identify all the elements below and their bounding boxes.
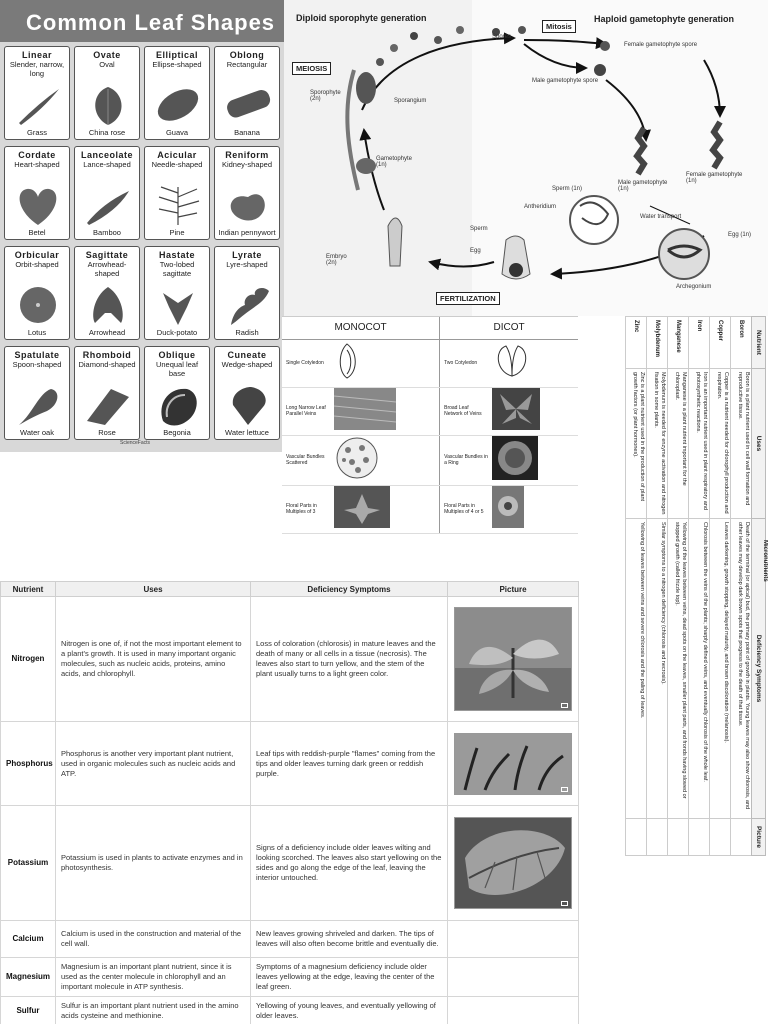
rotated-nutrient-picture — [710, 819, 731, 856]
archegonium-label: Archegonium — [676, 284, 712, 290]
single-cotyledon-icon — [334, 342, 360, 380]
two-cotyledons-icon — [492, 342, 532, 380]
rotated-nutrient-name: Copper — [710, 317, 731, 369]
rotated-table-row — [668, 317, 689, 856]
leaf-description: Oval — [99, 60, 115, 69]
orbicular-leaf-icon — [13, 283, 63, 327]
dicot-header: DICOT — [440, 317, 578, 339]
spores-label: Spores — [492, 34, 512, 40]
table-row — [1, 722, 579, 806]
dicot-cell — [440, 485, 578, 533]
table-row — [1, 806, 579, 921]
rotated-nutrient-symptoms: Chlorosis between the veins of the plants; sharply defined veins, and eventually chlorosis of the whole leaf. — [689, 519, 710, 819]
leaf-card-rhomboid — [74, 346, 140, 440]
haploid-heading: Haploid gametophyte generation — [594, 14, 735, 24]
water-transport-label: Water transport — [640, 214, 682, 220]
dicot-cell — [440, 435, 578, 485]
leaf-name: Oblique — [158, 350, 196, 360]
rotated-nutrient-uses: Zinc is a plant nutrient used in the production of plant growth factors (or plant hormones). — [626, 369, 647, 519]
header-deficiency-symptoms: Deficiency Symptoms — [251, 582, 448, 597]
leaf-name: Linear — [21, 50, 52, 60]
leaf-card-spatulate — [4, 346, 70, 440]
monocot-trait: Vascular Bundles Scattered — [286, 454, 325, 466]
scattered-bundles-icon — [334, 436, 380, 480]
monocot-dicot-body — [282, 339, 578, 533]
leaf-card-linear — [4, 46, 70, 140]
leaf-example: Pine — [169, 228, 185, 237]
leaf-name: Rhomboid — [82, 350, 132, 360]
rhomboid-leaf-icon — [83, 383, 133, 427]
leaf-card-sagittate — [74, 246, 140, 340]
acicular-leaf-icon — [153, 183, 203, 227]
rotated-header-picture: Picture — [752, 819, 766, 856]
plant-life-cycle-diagram — [284, 0, 768, 316]
leaf-description: Heart-shaped — [14, 160, 60, 169]
male-gametophyte-label: Male gametophyte (1n) — [618, 180, 668, 192]
rotated-nutrient-uses: Iron is an important nutrient used in plant respiratory and photosynthetic reactions. — [689, 369, 710, 519]
rotated-nutrient-name: Iron — [689, 317, 710, 369]
ring-bundles-photo — [492, 436, 538, 480]
leaf-name: Oblong — [229, 50, 265, 60]
rotated-nutrient-picture — [647, 819, 668, 856]
dicot-cell — [440, 387, 578, 435]
nutrient-uses: Sulfur is an important plant nutrient used in the amino acids cysteine and methionine. — [56, 997, 251, 1024]
leaf-description: Lance-shaped — [83, 160, 131, 169]
leaf-card-elliptical — [144, 46, 210, 140]
rotated-nutrient-symptoms: Death of the terminal (or apical) bud, the primary point of growth in plants. Young leaves may also show chlorosis, and other leaves may develop dark brown spots that progress to the death of that tissue. — [731, 519, 752, 819]
network-veins-photo — [492, 388, 540, 430]
rotated-nutrient-picture — [731, 819, 752, 856]
nutrient-symptoms: Yellowing of young leaves, and eventually yellowing of older leaves. — [251, 997, 448, 1024]
dicot-flower-photo — [492, 486, 524, 528]
leaf-example: Bamboo — [93, 228, 121, 237]
sagittate-leaf-icon — [83, 283, 133, 327]
dicot-trait: Two Cotyledon — [444, 360, 478, 366]
nutrient-uses: Nitrogen is one of, if not the most important element to a plant's growth. It is used in many important organic molecules, such as nucleic acids, proteins, amino acids, and chlorophyll. — [56, 597, 251, 722]
monocot-trait: Floral Parts in Multiples of 3 — [286, 503, 317, 515]
macronutrient-table-header — [1, 582, 579, 597]
cuneate-leaf-icon — [223, 383, 273, 427]
table-row — [1, 921, 579, 958]
nutrient-picture — [448, 722, 579, 806]
leaf-description: Rectangular — [226, 60, 268, 69]
image-icon — [561, 787, 568, 792]
nutrient-picture — [448, 921, 579, 958]
hastate-leaf-icon — [153, 283, 203, 327]
table-row — [1, 597, 579, 722]
leaf-description: Slender, narrow, long — [9, 60, 65, 78]
monocot-cell — [282, 387, 440, 435]
antheridium-label: Antheridium — [524, 204, 557, 210]
nutrient-picture — [448, 997, 579, 1024]
leaf-description: Orbit-shaped — [15, 260, 59, 269]
leaf-description: Ellipse-shaped — [152, 60, 202, 69]
rotated-nutrient-uses: Manganese is a plant nutrient important for the chloroplast. — [668, 369, 689, 519]
leaf-card-lanceolate — [74, 146, 140, 240]
table-row — [1, 958, 579, 997]
leaf-card-acicular — [144, 146, 210, 240]
rotated-header-uses: Uses — [752, 369, 766, 519]
monocot-flower-photo — [334, 486, 390, 528]
dicot-trait: Vascular Bundles in a Ring — [444, 454, 488, 466]
rotated-table-row — [710, 317, 731, 856]
rotated-table-row — [647, 317, 668, 856]
rotated-cut-heading-clip — [762, 540, 768, 620]
nutrient-uses: Phosphorus is another very important plant nutrient, used in organic molecules such as nucleic acids and ATP. — [56, 722, 251, 806]
leaf-name: Cordate — [18, 150, 56, 160]
leaf-description: Needle-shaped — [151, 160, 203, 169]
leaf-card-reniform — [214, 146, 280, 240]
leaf-example: Grass — [26, 128, 47, 137]
leaf-name: Lanceolate — [80, 150, 134, 160]
leaf-example: Water lettuce — [225, 428, 269, 437]
nutrient-name: Magnesium — [1, 958, 56, 997]
monocot-dicot-row — [282, 485, 578, 533]
leaf-description: Lyre-shaped — [226, 260, 268, 269]
leaf-name: Cuneate — [227, 350, 267, 360]
nutrient-name: Phosphorus — [1, 722, 56, 806]
female-gametophyte-label: Female gametophyte (1n) — [686, 172, 743, 184]
rotated-table-row — [689, 317, 710, 856]
nutrient-name: Calcium — [1, 921, 56, 958]
leaf-card-oblong — [214, 46, 280, 140]
header-nutrient: Nutrient — [1, 582, 56, 597]
leaf-example: Begonia — [163, 428, 191, 437]
nutrient-symptoms: Loss of coloration (chlorosis) in mature leaves and the death of many or all cells in a tissue (necrosis). The leaves also start to turn yellow, and the stem of the plant usually turns to a light green color. — [251, 597, 448, 722]
monocot-cell — [282, 435, 440, 485]
rotated-nutrient-uses: Boron is a plant nutrient used in cell wall formation and reproductive tissue. — [731, 369, 752, 519]
leaf-example: Duck-potato — [156, 328, 198, 337]
sperm-1n-label: Sperm (1n) — [552, 186, 583, 192]
nutrient-name: Nitrogen — [1, 597, 56, 722]
nutrient-symptoms: Signs of a deficiency include older leaves wilting and looking scorched. The leaves also start yellowing on the sides and go along the edge of the leaf, leaving the interior untouched. — [251, 806, 448, 921]
image-icon — [561, 901, 568, 906]
lyrate-leaf-icon — [223, 283, 273, 327]
nutrient-symptoms: Symptoms of a magnesium deficiency include older leaves yellowing at the edge, leaving the center of the leaf green. — [251, 958, 448, 997]
nutrient-uses: Calcium is used in the construction and material of the cell wall. — [56, 921, 251, 958]
dicot-trait: Floral Parts in Multiples of 4 or 5 — [444, 503, 484, 515]
leaf-credit: ScienceFacts — [120, 440, 151, 446]
rotated-nutrient-picture — [668, 819, 689, 856]
leaf-name: Sagittate — [85, 250, 129, 260]
leaf-example: China rose — [88, 128, 126, 137]
male-spore-label: Male gametophyte spore — [532, 78, 599, 84]
leaf-name: Reniform — [225, 150, 269, 160]
leaf-shapes-panel — [0, 0, 284, 452]
leaf-description: Spoon-shaped — [12, 360, 62, 369]
linear-leaf-icon — [13, 83, 63, 127]
leaf-name: Hastate — [158, 250, 195, 260]
rotated-nutrient-symptoms: Yellowing of leaves between veins and severe chlorosis and the paling of leaves. — [626, 519, 647, 819]
egg-label: Egg — [470, 248, 481, 254]
leaf-description: Unequal leaf base — [155, 360, 199, 378]
rotated-nutrient-uses: Copper is a nutrient needed for chlorophyll production and respiration. — [710, 369, 731, 519]
meiosis-label: MEIOSIS — [292, 62, 331, 75]
rotated-nutrient-name: Molybdenum — [647, 317, 668, 369]
leaf-description: Wedge-shaped — [221, 360, 273, 369]
nutrient-symptoms: New leaves growing shriveled and darken. The tips of leaves will also often become brittle and eventually die. — [251, 921, 448, 958]
leaf-description: Arrowhead-shaped — [87, 260, 127, 278]
leaf-name: Lyrate — [232, 250, 262, 260]
rotated-table-row — [731, 317, 752, 856]
cordate-leaf-icon — [13, 183, 63, 227]
mitosis-label: Mitosis — [542, 20, 576, 33]
leaf-example: Guava — [165, 128, 189, 137]
rotated-table-row — [626, 317, 647, 856]
rotated-cut-heading: Micronutrients — [762, 540, 768, 582]
leaf-example: Rose — [98, 428, 116, 437]
nutrient-symptoms: Leaf tips with reddish-purple "flames" coming from the tips and older leaves turning dark green or reddish purple. — [251, 722, 448, 806]
monocot-cell — [282, 339, 440, 387]
monocot-trait: Long Narrow Leaf Parallel Veins — [286, 405, 326, 417]
oblong-leaf-icon — [223, 83, 273, 127]
leaf-name: Elliptical — [155, 50, 198, 60]
fertilization-label: FERTILIZATION — [436, 292, 500, 305]
diploid-heading: Diploid sporophyte generation — [296, 13, 427, 23]
rotated-nutrient-name: Manganese — [668, 317, 689, 369]
oblique-leaf-icon — [153, 383, 203, 427]
sperm-label: Sperm — [470, 226, 488, 232]
nutrient-picture — [448, 958, 579, 997]
nutrient-name: Potassium — [1, 806, 56, 921]
leaf-card-orbicular — [4, 246, 70, 340]
leaf-grid — [4, 46, 282, 440]
leaf-name: Ovate — [93, 50, 121, 60]
leaf-card-cuneate — [214, 346, 280, 440]
leaf-name: Orbicular — [14, 250, 60, 260]
ovate-leaf-icon — [83, 83, 133, 127]
leaf-card-hastate — [144, 246, 210, 340]
monocot-cell — [282, 485, 440, 533]
rotated-nutrient-name: Boron — [731, 317, 752, 369]
leaf-example: Betel — [28, 228, 46, 237]
leaf-shapes-title: Common Leaf Shapes — [0, 0, 284, 42]
leaf-card-ovate — [74, 46, 140, 140]
header-uses: Uses — [56, 582, 251, 597]
rotated-nutrient-symptoms: Similar symptoms to a nitrogen deficiency (chlorosis and necrosis). — [647, 519, 668, 819]
leaf-name: Acicular — [157, 150, 197, 160]
dicot-cell — [440, 339, 578, 387]
header-picture: Picture — [448, 582, 579, 597]
monocot-dicot-row — [282, 435, 578, 485]
gametophyte-label: Gametophyte (1n) — [376, 156, 413, 168]
embryo-label: Embryo (2n) — [326, 254, 347, 266]
nutrient-uses: Magnesium is an important plant nutrient, since it is used as the center molecule in chlorophyll and an important molecule in ATP synthesis. — [56, 958, 251, 997]
rotated-header-nutrient: Nutrient — [752, 317, 766, 369]
lanceolate-leaf-icon — [83, 183, 133, 227]
leaf-card-cordate — [4, 146, 70, 240]
female-spore-label: Female gametophyte spore — [624, 42, 698, 48]
rotated-header-deficiency-symptoms: Deficiency Symptoms — [752, 519, 766, 819]
rotated-micronutrient-table — [578, 316, 768, 856]
spatulate-leaf-icon — [13, 383, 63, 427]
image-icon — [561, 703, 568, 708]
nutrient-picture — [448, 806, 579, 921]
deficiency-photo — [454, 817, 572, 909]
reniform-leaf-icon — [223, 183, 273, 227]
leaf-description: Two-lobed sagittate — [159, 260, 195, 278]
dicot-trait: Broad Leaf Network of Veins — [444, 405, 482, 417]
rotated-nutrient-symptoms: Yellowing of the leaves between veins, dead spots on the leaves, smaller plant parts, and fronds having slowed or stopped growth (called frizzle top). — [668, 519, 689, 819]
macronutrient-table — [0, 581, 578, 1024]
deficiency-photo — [454, 607, 572, 711]
rotated-nutrient-picture — [689, 819, 710, 856]
elliptical-leaf-icon — [153, 83, 203, 127]
leaf-example: Radish — [235, 328, 259, 337]
rotated-table-content — [580, 316, 766, 856]
monocot-dicot-table — [282, 316, 578, 534]
deficiency-photo — [454, 733, 572, 795]
leaf-card-lyrate — [214, 246, 280, 340]
monocot-header: MONOCOT — [282, 317, 440, 339]
macronutrient-table-body — [1, 597, 579, 1024]
leaf-example: Indian pennywort — [218, 228, 276, 237]
rotated-table-body — [626, 317, 752, 856]
leaf-example: Lotus — [27, 328, 47, 337]
leaf-example: Water oak — [20, 428, 54, 437]
egg-1n-label: Egg (1n) — [728, 232, 752, 238]
table-row — [1, 997, 579, 1024]
leaf-card-oblique — [144, 346, 210, 440]
nutrient-uses: Potassium is used in plants to activate enzymes and in photosynthesis. — [56, 806, 251, 921]
sporophyte-label: Sporophyte (2n) — [310, 90, 341, 102]
monocot-dicot-row — [282, 387, 578, 435]
leaf-description: Diamond-shaped — [78, 360, 136, 369]
nutrient-picture — [448, 597, 579, 722]
sporangium-label: Sporangium — [394, 98, 427, 104]
leaf-description: Kidney-shaped — [221, 160, 273, 169]
rotated-nutrient-uses: Molybdenum is needed for enzyme activation and nitrogen fixation in some plants. — [647, 369, 668, 519]
leaf-example: Banana — [234, 128, 260, 137]
nutrient-name: Sulfur — [1, 997, 56, 1024]
rotated-nutrient-name: Zinc — [626, 317, 647, 369]
monocot-trait: Single Cotyledon — [286, 360, 324, 366]
rotated-nutrient-symptoms: Leaves darkening, growth stopping, delayed maturity, and brown discoloration (melanosis). — [710, 519, 731, 819]
monocot-dicot-row — [282, 339, 578, 387]
rotated-nutrient-picture — [626, 819, 647, 856]
leaf-example: Arrowhead — [88, 328, 126, 337]
leaf-name: Spatulate — [14, 350, 60, 360]
parallel-veins-photo — [334, 388, 396, 430]
